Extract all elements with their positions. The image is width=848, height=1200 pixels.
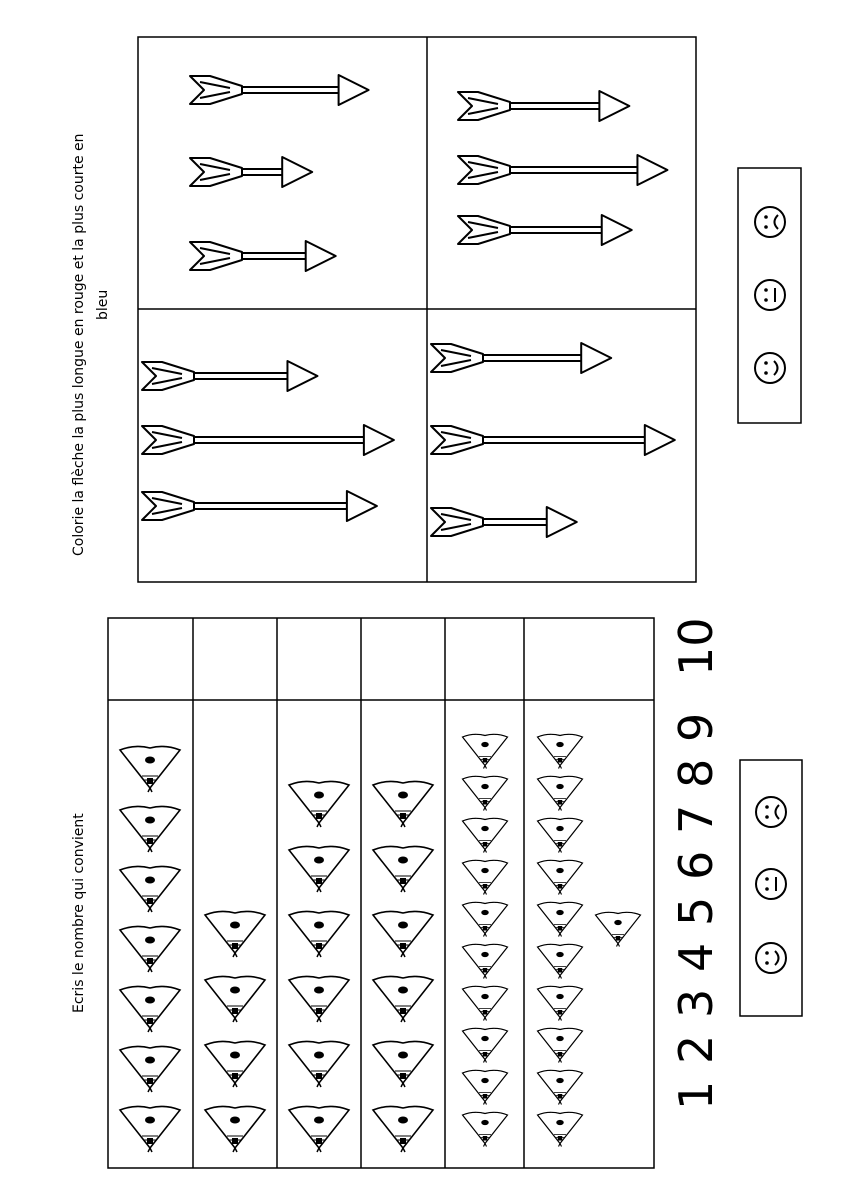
answer-cell-5[interactable] bbox=[447, 620, 522, 698]
tipi-icon bbox=[463, 1112, 508, 1146]
tipi-icon bbox=[373, 911, 433, 957]
counting-exercise bbox=[71, 617, 802, 1168]
smiley-happy-icon[interactable] bbox=[756, 943, 786, 973]
number-2[interactable]: 2 bbox=[669, 1034, 723, 1064]
answer-cell-1[interactable] bbox=[110, 620, 191, 698]
number-7[interactable]: 7 bbox=[669, 804, 723, 834]
tipi-icon bbox=[538, 1028, 583, 1062]
tipi-icon bbox=[120, 866, 180, 912]
arrows-bl-arrow-3[interactable] bbox=[142, 491, 377, 521]
answer-cell-2[interactable] bbox=[195, 620, 275, 698]
arrows-quadrant-top-right bbox=[458, 91, 667, 245]
answer-cell-3[interactable] bbox=[279, 620, 359, 698]
tipi-icon bbox=[120, 986, 180, 1032]
answer-cell-6[interactable] bbox=[526, 620, 652, 698]
answer-cell-4[interactable] bbox=[363, 620, 443, 698]
tipi-icon bbox=[289, 1041, 349, 1087]
tipi-icon bbox=[205, 911, 265, 957]
arrows-tr-arrow-1[interactable] bbox=[458, 91, 629, 121]
tipi-icon bbox=[289, 1106, 349, 1152]
tipi-icon bbox=[538, 776, 583, 810]
tipi-icon bbox=[538, 734, 583, 768]
tipi-icon bbox=[373, 976, 433, 1022]
tipi-icon bbox=[463, 776, 508, 810]
number-8[interactable]: 8 bbox=[669, 758, 723, 788]
tipi-icon bbox=[120, 1046, 180, 1092]
number-9[interactable]: 9 bbox=[669, 712, 723, 742]
tipi-icon bbox=[463, 902, 508, 936]
smiley-neutral-icon[interactable] bbox=[756, 869, 786, 899]
tipi-icon bbox=[373, 1106, 433, 1152]
tipi-icon bbox=[373, 781, 433, 827]
tipi-icon bbox=[289, 976, 349, 1022]
tipi-icon bbox=[538, 986, 583, 1020]
arrows-br-arrow-3[interactable] bbox=[431, 507, 577, 537]
arrows-bl-arrow-1[interactable] bbox=[142, 361, 317, 391]
arrows-instruction-line1: Colorie la flèche la plus longue en rouge et la plus courte en bbox=[71, 133, 87, 556]
tipi-icon bbox=[538, 1070, 583, 1104]
arrows-tl-arrow-2[interactable] bbox=[190, 157, 312, 187]
tipi-icon bbox=[463, 1028, 508, 1062]
tipi-icon bbox=[463, 1070, 508, 1104]
number-6[interactable]: 6 bbox=[669, 850, 723, 880]
tipi-icon bbox=[538, 1112, 583, 1146]
tipi-icon bbox=[596, 912, 641, 946]
tipi-icon bbox=[120, 926, 180, 972]
number-strip bbox=[669, 617, 723, 1110]
arrows-tr-arrow-2[interactable] bbox=[458, 155, 667, 185]
arrows-quadrant-bottom-left bbox=[142, 361, 394, 521]
tipi-icon bbox=[463, 734, 508, 768]
arrows-quadrant-bottom-right bbox=[431, 343, 675, 537]
tipi-icon bbox=[289, 911, 349, 957]
tipi-icon bbox=[463, 986, 508, 1020]
smiley-sad-icon[interactable] bbox=[755, 207, 785, 237]
arrows-tl-arrow-3[interactable] bbox=[190, 241, 336, 271]
tipi-icon bbox=[120, 746, 180, 792]
arrows-br-arrow-1[interactable] bbox=[431, 343, 611, 373]
tipi-icon bbox=[463, 944, 508, 978]
number-3[interactable]: 3 bbox=[669, 988, 723, 1018]
number-5[interactable]: 5 bbox=[669, 896, 723, 926]
counting-instruction: Ecris le nombre qui convient bbox=[71, 813, 87, 1013]
tipi-icon bbox=[205, 976, 265, 1022]
smiley-sad-icon[interactable] bbox=[756, 797, 786, 827]
number-1[interactable]: 1 bbox=[669, 1080, 723, 1110]
number-4[interactable]: 4 bbox=[669, 942, 723, 972]
tipi-icon bbox=[373, 1041, 433, 1087]
tipi-rows bbox=[120, 734, 641, 1152]
arrows-br-arrow-2[interactable] bbox=[431, 425, 675, 455]
tipi-icon bbox=[205, 1041, 265, 1087]
arrows-tr-arrow-3[interactable] bbox=[458, 215, 632, 245]
tipi-icon bbox=[538, 902, 583, 936]
tipi-icon bbox=[538, 944, 583, 978]
tipi-icon bbox=[538, 860, 583, 894]
arrows-exercise bbox=[71, 37, 801, 582]
tipi-icon bbox=[463, 860, 508, 894]
number-10[interactable]: 10 bbox=[669, 617, 723, 676]
arrows-quadrant-top-left bbox=[190, 75, 369, 271]
arrows-tl-arrow-1[interactable] bbox=[190, 75, 369, 105]
tipi-icon bbox=[120, 806, 180, 852]
tipi-icon bbox=[373, 846, 433, 892]
tipi-icon bbox=[289, 846, 349, 892]
smiley-neutral-icon[interactable] bbox=[755, 280, 785, 310]
tipi-icon bbox=[538, 818, 583, 852]
tipi-icon bbox=[205, 1106, 265, 1152]
arrows-bl-arrow-2[interactable] bbox=[142, 425, 394, 455]
tipi-icon bbox=[289, 781, 349, 827]
arrows-instruction-line2: bleu bbox=[95, 289, 111, 320]
tipi-icon bbox=[463, 818, 508, 852]
tipi-icon bbox=[120, 1106, 180, 1152]
smiley-happy-icon[interactable] bbox=[755, 353, 785, 383]
